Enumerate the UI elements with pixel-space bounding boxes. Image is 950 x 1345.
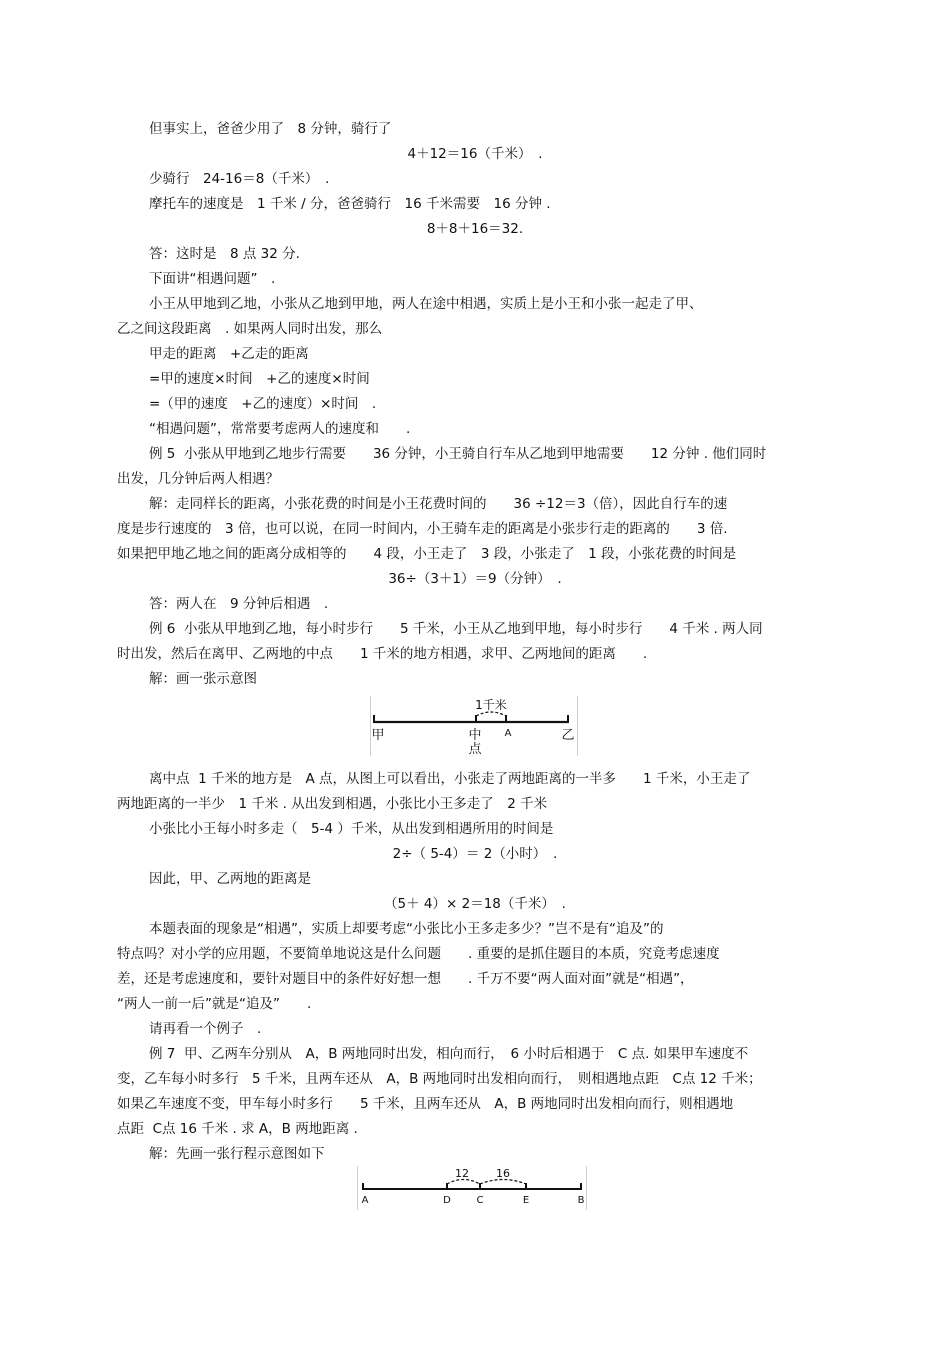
para: 度是步行速度的 3 倍，也可以说，在同一时间内，小王骑车走的距离是小张步行走的距离的 3 倍. [117, 521, 728, 537]
example-5: 例 5 小张从甲地到乙地步行需要 36 分钟，小王骑自行车从乙地到甲地需要 12 分钟 . 他们同时 [149, 446, 767, 462]
label-dian: 点 [468, 742, 482, 756]
answer: 答：两人在 9 分钟后相遇 . [149, 596, 329, 612]
para: 如果乙车速度不变，甲车每小时多行 5 千米，且两车还从 A，B 两地同时出发相向而行，则相遇地 [117, 1096, 734, 1112]
para: 出发，几分钟后两人相遇？ [117, 471, 279, 487]
para: 如果把甲地乙地之间的距离分成相等的 4 段，小王走了 3 段，小张走了 1 段，小张花费的时间是 [117, 546, 737, 562]
para: 小张比小王每小时多走（ 5-4 ）千米，从出发到相遇所用的时间是 [149, 821, 554, 837]
solution: 解：走同样长的距离，小张花费的时间是小王花费时间的 36 ÷12＝3（倍），因此自行车的速 [149, 496, 728, 512]
formula: 2÷（ 5-4）＝ 2（小时） . [392, 846, 558, 862]
para: 差，还是考虑速度和，要针对题目中的条件好好想一想 . 千万不要“两人面对面”就是“相遇”， [117, 971, 694, 987]
para: 点距 C点 16 千米 . 求 A，B 两地距离 . [117, 1121, 358, 1137]
para: “相遇问题”，常常要考虑两人的速度和 . [149, 421, 411, 437]
para: 特点吗？对小学的应用题，不要简单地说这是什么问题 . 重要的是抓住题目的本质，究竟考虑速度 [117, 946, 720, 962]
para: 时出发，然后在离甲、乙两地的中点 1 千米的地方相遇，求甲、乙两地间的距离 . [117, 646, 648, 662]
label-12: 12 [455, 1167, 469, 1180]
formula: 8＋8＋16＝32. [426, 221, 524, 237]
para: 本题表面的现象是“相遇”，实质上却要考虑“小张比小王多走多少？”岂不是有“追及”的 [149, 921, 664, 937]
para: 变，乙车每小时多行 5 千米，且两车还从 A，B 两地同时出发相向而行， 则相遇地点距 C点 12 千米； [117, 1071, 762, 1087]
para: 两地距离的一半少 1 千米 . 从出发到相遇，小张比小王多走了 2 千米 [117, 796, 548, 812]
label-yi: 乙 [561, 728, 575, 743]
label-one-km: 1千米 [475, 698, 507, 712]
label-e: E [522, 1195, 530, 1206]
label-zhong: 中 [468, 728, 482, 743]
label-b: B [577, 1195, 585, 1206]
formula: 4＋12＝16（千米） . [407, 146, 543, 162]
para: =（甲的速度 +乙的速度）×时间 . [149, 396, 377, 412]
example-7: 例 7 甲、乙两车分别从 A，B 两地同时出发，相向而行， 6 小时后相遇于 C 点. 如果甲车速度不 [149, 1046, 749, 1062]
figure-travel-diagram [357, 1166, 587, 1210]
para: 乙之间这段距离 . 如果两人同时出发，那么 [117, 321, 383, 337]
solution: 解：画一张示意图 [149, 671, 257, 687]
para: =甲的速度×时间 +乙的速度×时间 [149, 371, 370, 387]
para: 少骑行 24-16＝8（千米） . [149, 171, 330, 187]
solution: 解：先画一张行程示意图如下 [149, 1146, 325, 1162]
formula: 36÷（3＋1）＝9（分钟） . [388, 571, 562, 587]
para: 因此，甲、乙两地的距离是 [149, 871, 311, 887]
label-a: A [361, 1195, 369, 1206]
para: “两人一前一后”就是“追及” . [117, 996, 312, 1012]
para: 离中点 1 千米的地方是 A 点，从图上可以看出，小张走了两地距离的一半多 1 千米，小王走了 [149, 771, 751, 787]
figure-midpoint-diagram [370, 696, 578, 756]
label-d: D [443, 1195, 451, 1206]
para: 甲走的距离 +乙走的距离 [149, 346, 309, 362]
para: 请再看一个例子 . [149, 1021, 262, 1037]
answer: 答：这时是 8 点 32 分. [149, 246, 300, 262]
para: 摩托车的速度是 1 千米 / 分，爸爸骑行 16 千米需要 16 分钟 . [149, 196, 551, 212]
para: 小王从甲地到乙地，小张从乙地到甲地，两人在途中相遇，实质上是小王和小张一起走了甲、 [149, 296, 703, 312]
label-point-a: A [504, 728, 512, 739]
para: 但事实上，爸爸少用了 8 分钟，骑行了 [149, 121, 392, 137]
label-jia: 甲 [371, 728, 385, 743]
label-16: 16 [496, 1167, 510, 1180]
para: 下面讲“相遇问题” . [149, 271, 276, 287]
example-6: 例 6 小张从甲地到乙地，每小时步行 5 千米，小王从乙地到甲地，每小时步行 4 千米 . 两人同 [149, 621, 763, 637]
label-c: C [476, 1195, 484, 1206]
formula: （5＋ 4）× 2＝18（千米） . [384, 896, 566, 912]
